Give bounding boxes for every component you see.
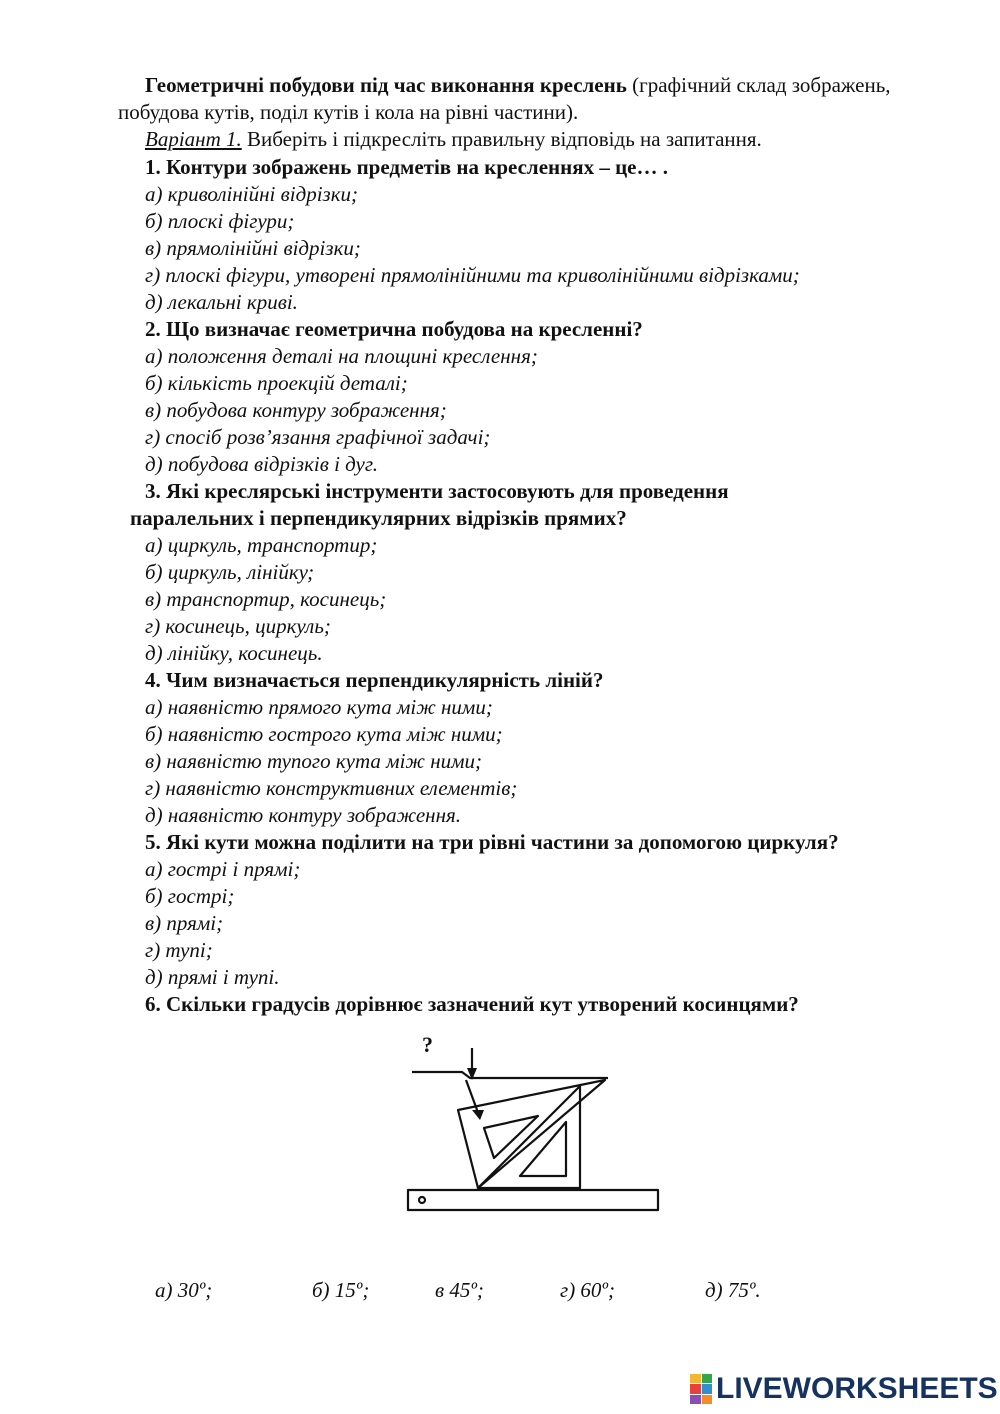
variant-label: Варіант 1. <box>145 127 242 151</box>
question-3-cont: паралельних і перпендикулярних відрізків прямих? <box>130 506 627 530</box>
option-5e[interactable]: д) прямі і тупі. <box>145 965 280 989</box>
liveworksheets-logo-icon <box>690 1374 712 1404</box>
angle-arrow-head-2 <box>472 1110 484 1120</box>
question-mark-label: ? <box>422 1032 433 1057</box>
option-1b[interactable]: б) плоскі фігури; <box>145 209 295 233</box>
option-6b[interactable]: б) 15º; <box>312 1278 370 1302</box>
option-1a[interactable]: а) криволінійні відрізки; <box>145 182 359 206</box>
liveworksheets-logo <box>690 1372 998 1406</box>
option-2b[interactable]: б) кількість проекцій деталі; <box>145 371 408 395</box>
option-2e[interactable]: д) побудова відрізків і дуг. <box>145 452 379 476</box>
option-6e[interactable]: д) 75º. <box>705 1278 761 1302</box>
option-2c[interactable]: в) побудова контуру зображення; <box>145 398 447 422</box>
option-3a[interactable]: а) циркуль, транспортир; <box>145 533 378 557</box>
intro-subtitle: (графічний склад зображень, побудова кутів, поділ кутів і кола на рівні частини). <box>118 73 891 124</box>
question-1: 1. Контури зображень предметів на кресленнях – це… . <box>145 155 668 179</box>
option-1c[interactable]: в) прямолінійні відрізки; <box>145 236 361 260</box>
option-4a[interactable]: а) наявністю прямого кута між ними; <box>145 695 493 719</box>
option-2d[interactable]: г) спосіб розв’язання графічної задачі; <box>145 425 491 449</box>
option-3c[interactable]: в) транспортир, косинець; <box>145 587 387 611</box>
option-5c[interactable]: в) прямі; <box>145 911 224 935</box>
set-square-45 <box>478 1086 580 1188</box>
intro-paragraph <box>118 72 898 126</box>
ruler-hole <box>419 1197 425 1203</box>
ruler-shape <box>408 1190 658 1210</box>
reference-line <box>412 1072 608 1078</box>
variant-instruction: Виберіть і підкресліть правильну відповідь на запитання. <box>241 127 762 151</box>
option-3d[interactable]: г) косинець, циркуль; <box>145 614 331 638</box>
option-1d[interactable]: г) плоскі фігури, утворені прямолінійними та криволінійними відрізками; <box>145 263 800 287</box>
question-3: 3. Які креслярські інструменти застосовують для проведення <box>145 479 729 503</box>
option-4e[interactable]: д) наявністю контуру зображення. <box>145 803 462 827</box>
question-5: 5. Які кути можна поділити на три рівні частини за допомогою циркуля? <box>145 830 839 854</box>
question-6: 6. Скільки градусів дорівнює зазначений кут утворений косинцями? <box>145 992 799 1016</box>
option-2a[interactable]: а) положення деталі на площині креслення; <box>145 344 538 368</box>
option-3b[interactable]: б) циркуль, лінійку; <box>145 560 315 584</box>
option-3e[interactable]: д) лінійку, косинець. <box>145 641 323 665</box>
option-6a[interactable]: а) 30º; <box>155 1278 213 1302</box>
liveworksheets-logo-text: LIVEWORKSHEETS <box>716 1372 998 1405</box>
set-squares-figure <box>400 1030 665 1220</box>
option-4c[interactable]: в) наявністю тупого кута між ними; <box>145 749 483 773</box>
option-6d[interactable]: г) 60º; <box>560 1278 615 1302</box>
question-2: 2. Що визначає геометрична побудова на кресленні? <box>145 317 643 341</box>
option-5a[interactable]: а) гострі і прямі; <box>145 857 301 881</box>
option-4d[interactable]: г) наявністю конструктивних елементів; <box>145 776 518 800</box>
intro-title: Геометричні побудови під час виконання креслень <box>145 73 627 97</box>
option-5b[interactable]: б) гострі; <box>145 884 235 908</box>
option-5d[interactable]: г) тупі; <box>145 938 213 962</box>
option-6c[interactable]: в 45º; <box>435 1278 484 1302</box>
set-square-45-cutout <box>520 1122 566 1176</box>
option-4b[interactable]: б) наявністю гострого кута між ними; <box>145 722 503 746</box>
question-4: 4. Чим визначається перпендикулярність ліній? <box>145 668 604 692</box>
option-1e[interactable]: д) лекальні криві. <box>145 290 298 314</box>
variant-line <box>145 126 762 153</box>
